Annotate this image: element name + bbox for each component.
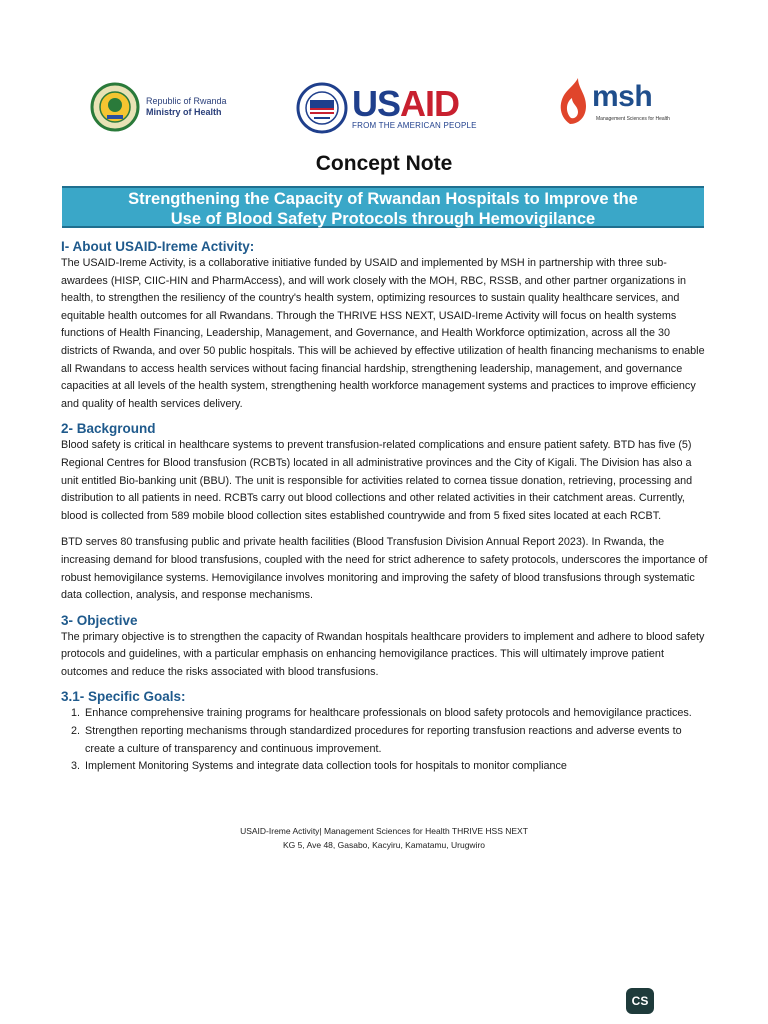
goals-list bbox=[61, 705, 709, 775]
camscanner-badge-icon: CS bbox=[626, 988, 654, 1014]
msh-tagline: Management Sciences for Health bbox=[596, 116, 670, 122]
page-footer bbox=[0, 824, 768, 852]
list-item: 1. Enhance comprehensive training programs for healthcare professionals on blood safety protocols and hemovigilance practices. bbox=[83, 705, 709, 723]
footer-address: KG 5, Ave 48, Gasabo, Kacyiru, Kamatamu, Urugwiro bbox=[282, 840, 486, 850]
section-heading: I- About USAID-Ireme Activity: bbox=[61, 239, 255, 254]
usaid-logo bbox=[296, 82, 477, 134]
section-paragraph: The USAID-Ireme Activity, is a collaborative initiative funded by USAID and implemented by MSH in partnership with three sub-awardees (HISP, CIIC-HIN and PharmAccess), and will work closely with the MOH, RBC, RSSB, and other partner organizations in health, to strengthen the resiliency of the country's health system, optimizing resources to sustain quality healthcare services, and equitable health outcomes for all Rwandans. Through the THRIVE HSS NEXT, USAID-Ireme Activity will focus on health systems functions of Health Financing, Leadership, Management, and Governance, and Health Workforce optimization, across all the 30 districts of Rwanda, and over 50 public hospitals. This will be achieved by effective utilization of health financing mechanisms to enable all Rwandans to access health services without facing financial hardship, strengthening leadership, management, and governance capacities at all levels of the health system, strengthening health workforce management systems and practices to improve efficiency and quality of health services delivery. bbox=[61, 257, 705, 410]
section-paragraph: Blood safety is critical in healthcare systems to prevent transfusion-related complications and ensure patient safety. BTD has five (5) Regional Centres for Blood transfusion (RCBTs) located in all administrative provinces and the City of Kigali. The Division has also a unit entitled Bio-banking unit (BBU). The unit is responsible for activities related to cornea tissue donation, retrieving, processing and distribution to all patients in need. RCBTs carry out blood collections and other related activities in their catchment areas. Currently, blood is collected from 589 mobile blood collection sites established countrywide and from 5 fixed sites located at each RCBT. bbox=[61, 439, 693, 522]
section-paragraph: The primary objective is to strengthen the capacity of Rwandan hospitals healthcare providers to implement and adhere to blood safety protocols and guidelines, with a particular emphasis on enhancing hemovigilance practices. This will ultimately improve patient outcomes and reduce the risks associated with blood transfusions. bbox=[61, 630, 705, 678]
usaid-name bbox=[352, 82, 477, 124]
section-about bbox=[61, 238, 709, 413]
rwanda-logo-text bbox=[146, 96, 227, 118]
msh-logo bbox=[556, 78, 680, 134]
document-title: Concept Note bbox=[315, 152, 453, 175]
banner-line-1: Strengthening the Capacity of Rwandan Hospitals to Improve the bbox=[128, 190, 638, 208]
section-background bbox=[61, 420, 709, 604]
section-objective bbox=[61, 612, 709, 682]
usaid-seal-icon bbox=[296, 82, 348, 134]
msh-name: msh bbox=[592, 80, 653, 113]
usaid-aid: AID bbox=[400, 82, 460, 124]
header-logos bbox=[90, 78, 680, 138]
section-heading: 2- Background bbox=[61, 421, 156, 437]
rwanda-moh-logo bbox=[90, 82, 227, 132]
section-paragraph: BTD serves 80 transfusing public and private health facilities (Blood Transfusion Division Annual Report 2023). In Rwanda, the increasing demand for blood transfusions, coupled with the need for strict adherence to safety protocols, underscores the importance of robust hemovigilance systems. Hemovigilance involves monitoring and improving the safety of blood transfusions through systematic data collection, analysis, and response mechanisms. bbox=[61, 536, 708, 602]
section-heading: 3- Objective bbox=[61, 612, 138, 628]
footer-line-1: USAID-Ireme Activity| Management Sciences for Health THRIVE HSS NEXT bbox=[240, 826, 528, 836]
rwanda-seal-icon bbox=[90, 82, 140, 132]
usaid-tagline: FROM THE AMERICAN PEOPLE bbox=[352, 120, 477, 130]
list-item: 3. Implement Monitoring Systems and integrate data collection tools for hospitals to monitor compliance bbox=[83, 758, 709, 776]
usaid-wordmark bbox=[352, 82, 477, 130]
section-heading: 3.1- Specific Goals: bbox=[61, 689, 186, 705]
rwanda-republic-label: Republic of Rwanda bbox=[146, 96, 227, 106]
msh-flame-icon bbox=[556, 78, 592, 126]
title-banner bbox=[62, 186, 704, 228]
document-body bbox=[61, 238, 709, 783]
section-specific-goals bbox=[61, 688, 709, 775]
banner-line-2: Use of Blood Safety Protocols through Hemovigilance bbox=[170, 210, 596, 228]
usaid-us: US bbox=[352, 82, 401, 124]
rwanda-ministry-label: Ministry of Health bbox=[146, 107, 222, 117]
list-item: 2. Strengthen reporting mechanisms through standardized procedures for reporting transfusion reactions and adverse events to create a culture of transparency and continuous improvement. bbox=[83, 723, 709, 758]
